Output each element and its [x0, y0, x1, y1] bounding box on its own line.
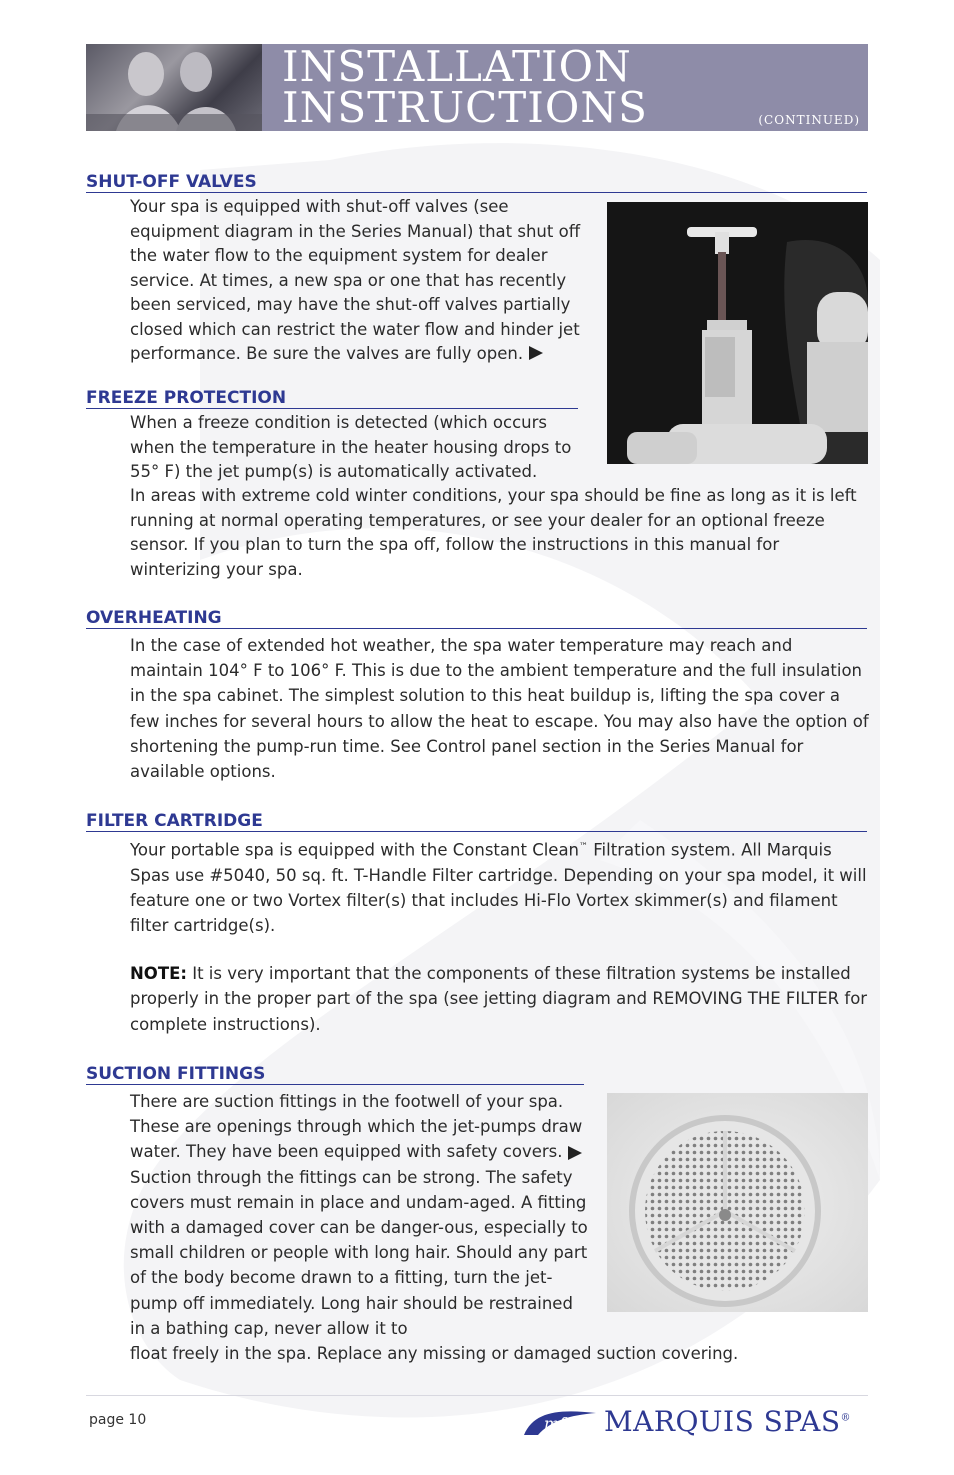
page-title: INSTALLATION INSTRUCTIONS: [282, 42, 648, 132]
arrow-right-icon: [529, 346, 543, 360]
freeze-protection-text-2: In areas with extreme cold winter conditions, your spa should be fine as long as it is left running at normal operating temperatures, or see your dealer for an optional freeze sensor. If you plan to turn the spa off, follow the instructions in this manual for winterizing your spa.: [130, 486, 857, 579]
overheating-text: In the case of extended hot weather, the spa water temperature may reach and maintain 104° F to 106° F. This is due to the ambient temperature and the full insulation in the spa cabinet. The simplest solution to this heat buildup is, lifting the spa cover a few inches for several hours to allow the heat to escape. You may also have the option of shortening the pump-run time. See Control panel section in the Series Manual for available options.: [130, 636, 869, 782]
svg-text:mf: mf: [544, 1414, 566, 1433]
page-header: [86, 44, 868, 131]
continued-label: (CONTINUED): [758, 113, 860, 127]
section-heading-filter-cartridge: FILTER CARTRIDGE: [86, 811, 867, 832]
marquis-logo-mark-icon: [520, 1407, 598, 1437]
marquis-spas-logo: mf MARQUIS SPAS®: [520, 1403, 868, 1443]
section-heading-overheating: OVERHEATING: [86, 608, 867, 629]
shutoff-valve-photo: [607, 202, 868, 464]
filter-cartridge-text: Your portable spa is equipped with the Constant Clean™ Filtration system. All Marquis Spas use #5040, 50 sq. ft. T-Handle Filter cartridge. Depending on your spa model, it will feature one or two Vortex filter(s) that includes Hi-Flo Vortex skimmer(s) and filament filter cartridge(s).: [130, 840, 867, 936]
suction-fittings-text-last: float freely in the spa. Replace any missing or damaged suction covering.: [130, 1344, 739, 1363]
footer-divider: [86, 1395, 868, 1396]
page-number: page 10: [89, 1412, 147, 1428]
section-heading-shutoff-valves: SHUT-OFF VALVES: [86, 172, 867, 193]
freeze-protection-text-1: When a freeze condition is detected (which occurs when the temperature in the heater housing drops to 55° F) the jet pump(s) is automatically activated.: [130, 413, 572, 481]
suction-fittings-text: There are suction fittings in the footwell of your spa. These are openings through which the jet-pumps draw water. They have been equipped with safety covers. Suction through the fittings can be strong. The safety covers must remain in place and undam-aged. A fitting with a damaged cover can be danger-ous, especially to small children or people with long hair. Should any part of the body become drawn to a fitting, turn the jet-pump off immediately. Long hair should be restrained in a bathing cap, never allow it to: [130, 1092, 588, 1338]
section-heading-freeze-protection: FREEZE PROTECTION: [86, 388, 578, 409]
section-heading-suction-fittings: SUCTION FITTINGS: [86, 1064, 584, 1085]
suction-fitting-photo: [607, 1093, 868, 1312]
header-photo-couple: [86, 44, 262, 131]
note-label: NOTE:: [130, 964, 187, 983]
filter-note-text: NOTE: It is very important that the components of these filtration systems be installed properly in the proper part of the spa (see jetting diagram and REMOVING THE FILTER for complete instructions).: [130, 964, 868, 1034]
arrow-right-icon: [568, 1146, 582, 1160]
shutoff-valves-text: Your spa is equipped with shut-off valves (see equipment diagram in the Series Manual) that shut off the water flow to the equipment system for dealer service. At times, a new spa or one that has recently been serviced, may have the shut-off valves partially closed which can restrict the water flow and hinder jet performance. Be sure the valves are fully open.: [130, 197, 581, 363]
